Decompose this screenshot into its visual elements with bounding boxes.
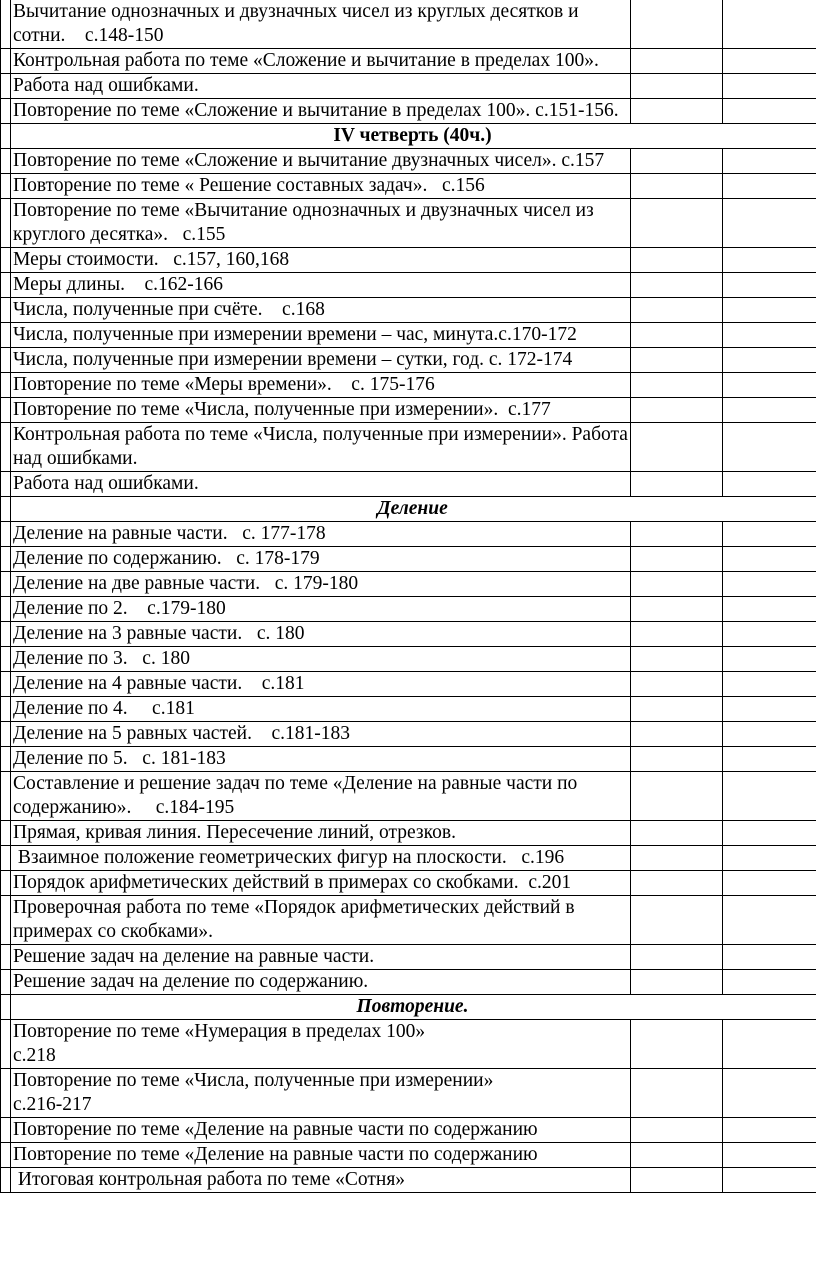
date-actual-cell (723, 0, 816, 49)
lesson-topic: Деление по 2. с.179-180 (11, 597, 631, 622)
row-number-cell (1, 273, 11, 298)
row-number-cell (1, 772, 11, 821)
row-number-cell (1, 821, 11, 846)
row-number-cell (1, 99, 11, 124)
lesson-topic: Деление на две равные части. с. 179-180 (11, 572, 631, 597)
lesson-row (1, 472, 816, 497)
lesson-topic: Числа, полученные при измерении времени – час, минута.с.170-172 (11, 323, 631, 348)
lesson-topic: Повторение по теме «Сложение и вычитание в пределах 100». с.151-156. (11, 99, 631, 124)
row-number-cell (1, 970, 11, 995)
date-planned-cell (631, 373, 723, 398)
date-actual-cell (723, 49, 816, 74)
row-number-cell (1, 248, 11, 273)
date-actual-cell (723, 821, 816, 846)
lesson-row (1, 772, 816, 821)
lesson-topic: Работа над ошибками. (11, 472, 631, 497)
lesson-topic: Вычитание однозначных и двузначных чисел из круглых десятков и сотни. с.148-150 (11, 0, 631, 49)
row-number-cell (1, 672, 11, 697)
lesson-topic: Меры длины. с.162-166 (11, 273, 631, 298)
lesson-topic: Деление по 5. с. 181-183 (11, 747, 631, 772)
date-planned-cell (631, 722, 723, 747)
row-number-cell (1, 1168, 11, 1193)
date-actual-cell (723, 772, 816, 821)
lesson-topic: Числа, полученные при счёте. с.168 (11, 298, 631, 323)
lesson-row (1, 896, 816, 945)
lesson-topic: Решение задач на деление на равные части. (11, 945, 631, 970)
lesson-topic: Контрольная работа по теме «Сложение и вычитание в пределах 100». (11, 49, 631, 74)
date-planned-cell (631, 99, 723, 124)
date-planned-cell (631, 871, 723, 896)
section-header-row (1, 497, 816, 522)
date-actual-cell (723, 970, 816, 995)
row-number-cell (1, 1118, 11, 1143)
date-planned-cell (631, 772, 723, 821)
date-planned-cell (631, 323, 723, 348)
lesson-topic: Деление на 3 равные части. с. 180 (11, 622, 631, 647)
lesson-topic: Взаимное положение геометрических фигур на плоскости. с.196 (11, 846, 631, 871)
row-number-cell (1, 945, 11, 970)
lesson-row (1, 398, 816, 423)
lesson-topic: Деление на 4 равные части. с.181 (11, 672, 631, 697)
lesson-topic: Работа над ошибками. (11, 74, 631, 99)
lesson-topic: Решение задач на деление по содержанию. (11, 970, 631, 995)
lesson-row (1, 99, 816, 124)
lesson-row (1, 1143, 816, 1168)
row-number-cell (1, 348, 11, 373)
lesson-row (1, 0, 816, 49)
date-actual-cell (723, 373, 816, 398)
lesson-row (1, 174, 816, 199)
lesson-row (1, 970, 816, 995)
lesson-row (1, 547, 816, 572)
row-number-cell (1, 747, 11, 772)
date-actual-cell (723, 647, 816, 672)
lesson-row (1, 273, 816, 298)
lesson-row (1, 647, 816, 672)
lesson-row (1, 1168, 816, 1193)
lesson-row (1, 149, 816, 174)
date-actual-cell (723, 846, 816, 871)
date-actual-cell (723, 945, 816, 970)
lesson-topic: Повторение по теме «Деление на равные части по содержанию (11, 1143, 631, 1168)
lesson-row (1, 1020, 816, 1069)
row-number-cell (1, 522, 11, 547)
date-actual-cell (723, 672, 816, 697)
date-actual-cell (723, 1118, 816, 1143)
date-planned-cell (631, 970, 723, 995)
date-planned-cell (631, 945, 723, 970)
lesson-topic: Числа, полученные при измерении времени – сутки, год. с. 172-174 (11, 348, 631, 373)
date-planned-cell (631, 547, 723, 572)
row-number-cell (1, 722, 11, 747)
date-planned-cell (631, 472, 723, 497)
date-actual-cell (723, 747, 816, 772)
section-title: Повторение. (11, 995, 816, 1020)
lesson-topic: Повторение по теме «Деление на равные части по содержанию (11, 1118, 631, 1143)
date-planned-cell (631, 846, 723, 871)
date-actual-cell (723, 423, 816, 472)
row-number-cell (1, 0, 11, 49)
row-number-cell (1, 423, 11, 472)
row-number-cell (1, 472, 11, 497)
date-actual-cell (723, 547, 816, 572)
date-planned-cell (631, 1020, 723, 1069)
lesson-topic: Деление по содержанию. с. 178-179 (11, 547, 631, 572)
lesson-topic: Прямая, кривая линия. Пересечение линий, отрезков. (11, 821, 631, 846)
row-number-cell (1, 572, 11, 597)
date-actual-cell (723, 622, 816, 647)
lesson-row (1, 622, 816, 647)
row-number-cell (1, 174, 11, 199)
row-number-cell (1, 597, 11, 622)
date-actual-cell (723, 199, 816, 248)
date-planned-cell (631, 896, 723, 945)
date-planned-cell (631, 672, 723, 697)
section-title: Деление (11, 497, 816, 522)
date-planned-cell (631, 747, 723, 772)
lesson-row (1, 871, 816, 896)
row-number-cell (1, 149, 11, 174)
lesson-row (1, 373, 816, 398)
date-planned-cell (631, 647, 723, 672)
date-planned-cell (631, 1168, 723, 1193)
date-actual-cell (723, 572, 816, 597)
date-planned-cell (631, 174, 723, 199)
date-planned-cell (631, 273, 723, 298)
date-actual-cell (723, 74, 816, 99)
row-number-cell (1, 199, 11, 248)
row-number-cell (1, 846, 11, 871)
lesson-row (1, 348, 816, 373)
lesson-row (1, 323, 816, 348)
date-planned-cell (631, 74, 723, 99)
date-actual-cell (723, 323, 816, 348)
row-number-cell (1, 298, 11, 323)
date-planned-cell (631, 821, 723, 846)
date-actual-cell (723, 298, 816, 323)
date-planned-cell (631, 572, 723, 597)
lesson-topic: Повторение по теме «Числа, полученные при измерении» с.216-217 (11, 1069, 631, 1118)
date-actual-cell (723, 1168, 816, 1193)
lesson-topic: Меры стоимости. с.157, 160,168 (11, 248, 631, 273)
date-actual-cell (723, 722, 816, 747)
row-number-cell (1, 323, 11, 348)
row-number-cell (1, 697, 11, 722)
date-actual-cell (723, 1020, 816, 1069)
date-planned-cell (631, 597, 723, 622)
date-planned-cell (631, 1118, 723, 1143)
lesson-topic: Итоговая контрольная работа по теме «Сотня» (11, 1168, 631, 1193)
lesson-topic: Деление на 5 равных частей. с.181-183 (11, 722, 631, 747)
row-number-cell (1, 1020, 11, 1069)
date-actual-cell (723, 149, 816, 174)
row-number-cell (1, 373, 11, 398)
date-planned-cell (631, 398, 723, 423)
row-number-cell (1, 74, 11, 99)
lesson-plan-body (1, 0, 816, 1193)
date-actual-cell (723, 398, 816, 423)
lesson-topic: Повторение по теме «Меры времени». с. 175-176 (11, 373, 631, 398)
date-planned-cell (631, 149, 723, 174)
date-planned-cell (631, 199, 723, 248)
date-actual-cell (723, 597, 816, 622)
lesson-row (1, 672, 816, 697)
date-actual-cell (723, 1143, 816, 1168)
row-number-cell (1, 1069, 11, 1118)
date-actual-cell (723, 871, 816, 896)
date-planned-cell (631, 622, 723, 647)
lesson-topic: Деление на равные части. с. 177-178 (11, 522, 631, 547)
date-planned-cell (631, 1069, 723, 1118)
lesson-row (1, 821, 816, 846)
date-actual-cell (723, 1069, 816, 1118)
date-actual-cell (723, 472, 816, 497)
lesson-row (1, 747, 816, 772)
row-number-cell (1, 547, 11, 572)
date-planned-cell (631, 522, 723, 547)
date-planned-cell (631, 423, 723, 472)
date-planned-cell (631, 697, 723, 722)
row-number-cell (1, 622, 11, 647)
date-planned-cell (631, 248, 723, 273)
lesson-topic: Повторение по теме «Вычитание однозначных и двузначных чисел из круглого десятка». с.155 (11, 199, 631, 248)
date-actual-cell (723, 248, 816, 273)
lesson-row (1, 1118, 816, 1143)
row-number-cell (1, 871, 11, 896)
lesson-row (1, 846, 816, 871)
date-actual-cell (723, 174, 816, 199)
lesson-row (1, 49, 816, 74)
date-planned-cell (631, 1143, 723, 1168)
lesson-topic: Составление и решение задач по теме «Деление на равные части по содержанию». с.184-195 (11, 772, 631, 821)
date-planned-cell (631, 49, 723, 74)
lesson-topic: Повторение по теме «Сложение и вычитание двузначных чисел». с.157 (11, 149, 631, 174)
row-number-cell (1, 49, 11, 74)
date-actual-cell (723, 896, 816, 945)
date-planned-cell (631, 0, 723, 49)
row-number-cell (1, 398, 11, 423)
lesson-row (1, 597, 816, 622)
lesson-topic: Повторение по теме «Числа, полученные при измерении». с.177 (11, 398, 631, 423)
lesson-topic: Деление по 3. с. 180 (11, 647, 631, 672)
section-header-row (1, 995, 816, 1020)
lesson-row (1, 423, 816, 472)
lesson-row (1, 722, 816, 747)
lesson-topic: Проверочная работа по теме «Порядок арифметических действий в примерах со скобками». (11, 896, 631, 945)
lesson-row (1, 199, 816, 248)
lesson-topic: Повторение по теме « Решение составных задач». с.156 (11, 174, 631, 199)
lesson-row (1, 572, 816, 597)
lesson-row (1, 522, 816, 547)
row-number-cell (1, 124, 11, 149)
lesson-row (1, 1069, 816, 1118)
lesson-topic: Контрольная работа по теме «Числа, полученные при измерении». Работа над ошибками. (11, 423, 631, 472)
lesson-row (1, 945, 816, 970)
lesson-topic: Деление по 4. с.181 (11, 697, 631, 722)
date-actual-cell (723, 697, 816, 722)
section-header-row (1, 124, 816, 149)
lesson-row (1, 74, 816, 99)
lesson-topic: Порядок арифметических действий в примерах со скобками. с.201 (11, 871, 631, 896)
date-actual-cell (723, 99, 816, 124)
lesson-row (1, 248, 816, 273)
date-planned-cell (631, 348, 723, 373)
row-number-cell (1, 995, 11, 1020)
date-actual-cell (723, 348, 816, 373)
row-number-cell (1, 896, 11, 945)
row-number-cell (1, 497, 11, 522)
lesson-row (1, 697, 816, 722)
section-title: IV четверть (40ч.) (11, 124, 816, 149)
date-planned-cell (631, 298, 723, 323)
row-number-cell (1, 647, 11, 672)
lesson-topic: Повторение по теме «Нумерация в пределах 100» с.218 (11, 1020, 631, 1069)
row-number-cell (1, 1143, 11, 1168)
date-actual-cell (723, 273, 816, 298)
lesson-row (1, 298, 816, 323)
date-actual-cell (723, 522, 816, 547)
